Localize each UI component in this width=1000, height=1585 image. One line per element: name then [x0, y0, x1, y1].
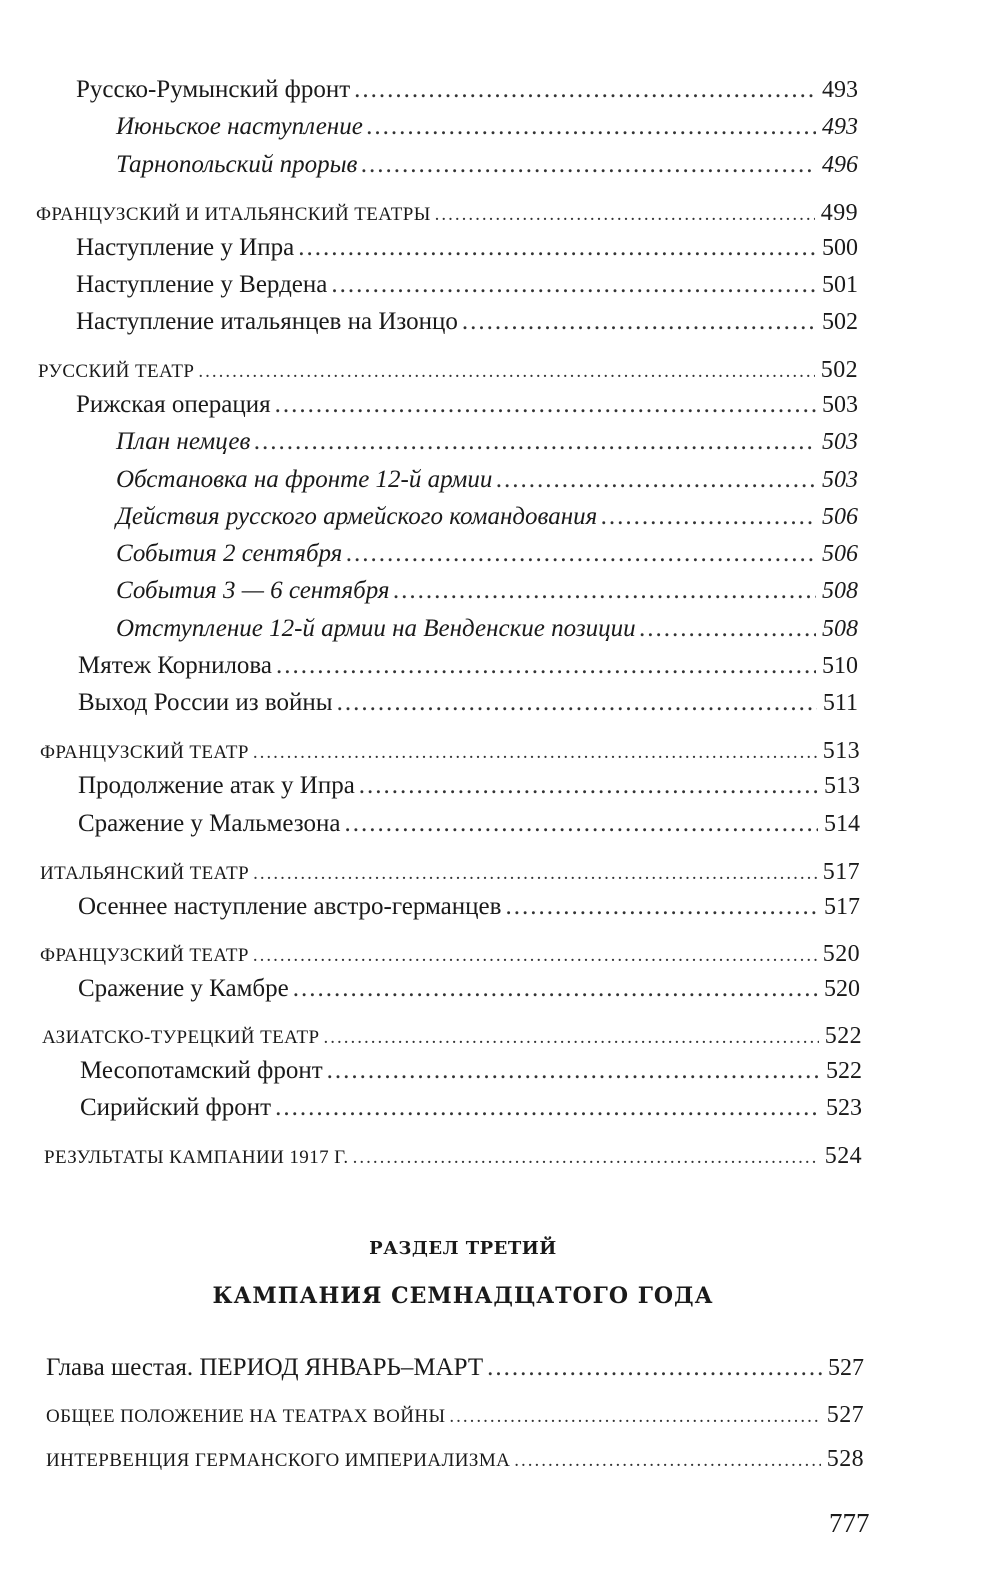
dot-leader	[253, 945, 817, 967]
toc-entry-label: ИТАЛЬЯНСКИЙ ТЕАТР	[40, 863, 250, 884]
dot-leader	[353, 1147, 819, 1169]
toc-entry-page: 499	[820, 200, 858, 226]
toc-entry-label: ФРАНЦУЗСКИЙ И ИТАЛЬЯНСКИЙ ТЕАТРЫ	[36, 204, 431, 225]
toc-entry	[116, 503, 858, 531]
toc-entry	[76, 271, 858, 299]
dot-leader	[505, 893, 818, 921]
toc-section	[40, 738, 860, 765]
toc-entry-page: 506	[822, 541, 858, 567]
toc-entry-label: Тарнопольский прорыв	[116, 151, 358, 178]
dot-leader	[449, 1406, 820, 1428]
toc-entry-page: 506	[822, 504, 858, 530]
dot-leader	[276, 652, 816, 680]
toc-entry-label: Июньское наступление	[116, 113, 363, 140]
dot-leader	[275, 1094, 820, 1122]
toc-entry-label: План немцев	[116, 428, 251, 455]
page-number: 777	[829, 1508, 870, 1538]
toc-entry	[116, 151, 858, 179]
toc-entry-page: 522	[824, 1023, 862, 1049]
dot-leader	[367, 113, 816, 141]
toc-entry-label: Действия русского армейского командования	[116, 503, 598, 530]
toc-entry-label: Выход России из войны	[78, 689, 333, 716]
toc-entry-label: РЕЗУЛЬТАТЫ КАМПАНИИ 1917 Г.	[44, 1147, 349, 1168]
toc-entry	[78, 772, 860, 800]
toc-entry	[116, 615, 858, 643]
toc-chapter	[46, 1354, 864, 1382]
dot-leader	[198, 361, 814, 383]
toc-entry-page: 527	[828, 1355, 864, 1381]
toc-entry-page: 510	[822, 653, 858, 679]
toc-entry-label: Сражение у Мальмезона	[78, 810, 341, 837]
dot-leader	[487, 1354, 822, 1382]
toc-section	[46, 1402, 864, 1429]
toc-entry	[76, 308, 858, 336]
toc-entry-page: 524	[824, 1143, 862, 1169]
toc-entry	[80, 1057, 862, 1085]
toc-entry-page: 500	[822, 235, 858, 261]
dot-leader	[640, 615, 816, 643]
toc-entry-page: 517	[824, 894, 860, 920]
toc-entry	[116, 577, 858, 605]
toc-entry	[78, 689, 858, 717]
toc-section	[42, 1023, 862, 1050]
dot-leader	[462, 308, 816, 336]
section-label: РАЗДЕЛ ТРЕТИЙ	[369, 1238, 557, 1259]
toc-entry-page: 501	[822, 272, 858, 298]
dot-leader	[514, 1450, 821, 1472]
dot-leader	[346, 540, 816, 568]
toc-entry-label: События 2 сентября	[116, 540, 343, 567]
toc-entry-label: Наступление итальянцев на Изонцо	[76, 308, 458, 335]
section-title: КАМПАНИЯ СЕМНАДЦАТОГО ГОДА	[212, 1283, 714, 1309]
toc-entry-label: Сирийский фронт	[80, 1094, 272, 1121]
dot-leader	[253, 863, 817, 885]
toc-entry-page: 493	[822, 77, 858, 103]
dot-leader	[327, 1057, 820, 1085]
toc-entry	[116, 540, 858, 568]
dot-leader	[394, 577, 816, 605]
toc-entry-page: 496	[822, 152, 858, 178]
toc-entry	[78, 810, 860, 838]
toc-entry-page: 520	[824, 976, 860, 1002]
toc-section	[46, 1446, 864, 1473]
dot-leader	[345, 810, 818, 838]
dot-leader	[253, 742, 817, 764]
toc-entry-label: Глава шестая. ПЕРИОД ЯНВАРЬ–МАРТ	[46, 1354, 484, 1381]
toc-entry-page: 508	[822, 616, 858, 642]
toc-section	[40, 941, 860, 968]
toc-entry-page: 503	[822, 392, 858, 418]
toc-entry-label: ФРАНЦУЗСКИЙ ТЕАТР	[40, 945, 249, 966]
toc-entry-page: 511	[822, 690, 858, 716]
toc-entry-label: Русско-Румынский фронт	[76, 76, 351, 103]
toc-section	[40, 859, 860, 886]
toc-section	[36, 200, 858, 227]
toc-section	[44, 1143, 862, 1170]
toc-entry-label: Осеннее наступление австро-германцев	[78, 893, 502, 920]
toc-entry-page: 502	[820, 357, 858, 383]
toc-entry-page: 503	[822, 429, 858, 455]
toc-entry	[76, 234, 858, 262]
toc-entry-label: РУССКИЙ ТЕАТР	[38, 361, 195, 382]
toc-entry-page: 527	[826, 1402, 864, 1428]
dot-leader	[354, 76, 816, 104]
toc-entry-page: 503	[822, 467, 858, 493]
toc-entry-label: События 3 — 6 сентября	[116, 577, 390, 604]
dot-leader	[361, 151, 816, 179]
toc-entry-page: 517	[822, 859, 860, 885]
toc-entry	[76, 76, 858, 104]
toc-entry-page: 508	[822, 578, 858, 604]
toc-entry-page: 513	[824, 773, 860, 799]
toc-entry-page: 523	[826, 1095, 862, 1121]
toc-entry-label: Мятеж Корнилова	[78, 652, 273, 679]
dot-leader	[359, 772, 818, 800]
toc-entry	[116, 428, 858, 456]
toc-entry	[76, 391, 858, 419]
toc-entry-label: ОБЩЕЕ ПОЛОЖЕНИЕ НА ТЕАТРАХ ВОЙНЫ	[46, 1406, 446, 1427]
dot-leader	[435, 204, 815, 226]
dot-leader	[496, 466, 816, 494]
toc-entry-page: 520	[822, 941, 860, 967]
toc-entry	[78, 652, 858, 680]
toc-entry-page: 514	[824, 811, 860, 837]
dot-leader	[324, 1027, 819, 1049]
toc-entry-label: Сражение у Камбре	[78, 975, 289, 1002]
toc-entry-label: Месопотамский фронт	[80, 1057, 323, 1084]
dot-leader	[337, 689, 817, 717]
toc-entry-page: 502	[822, 309, 858, 335]
toc-entry-label: ИНТЕРВЕНЦИЯ ГЕРМАНСКОГО ИМПЕРИАЛИЗМА	[46, 1450, 511, 1471]
dot-leader	[254, 428, 816, 456]
dot-leader	[601, 503, 816, 531]
dot-leader	[293, 975, 818, 1003]
dot-leader	[298, 234, 816, 262]
toc-entry	[80, 1094, 862, 1122]
toc-entry-page: 513	[822, 738, 860, 764]
toc-entry-label: Обстановка на фронте 12-й армии	[116, 466, 493, 493]
toc-section	[38, 357, 858, 384]
toc-entry-label: АЗИАТСКО-ТУРЕЦКИЙ ТЕАТР	[42, 1027, 320, 1048]
toc-entry-page: 522	[826, 1058, 862, 1084]
toc-entry	[78, 893, 860, 921]
toc-entry-label: Отступление 12-й армии на Венденские позиции	[116, 615, 636, 642]
toc-entry-label: Наступление у Ипра	[76, 234, 295, 261]
toc-entry	[116, 113, 858, 141]
dot-leader	[331, 271, 816, 299]
toc-entry-page: 528	[826, 1446, 864, 1472]
toc-entry-label: Рижская операция	[76, 391, 271, 418]
toc-entry-label: ФРАНЦУЗСКИЙ ТЕАТР	[40, 742, 249, 763]
toc-entry-label: Продолжение атак у Ипра	[78, 772, 355, 799]
toc-entry-page: 493	[822, 114, 858, 140]
toc-entry-label: Наступление у Вердена	[76, 271, 328, 298]
toc-entry	[78, 975, 860, 1003]
dot-leader	[275, 391, 816, 419]
toc-entry	[116, 466, 858, 494]
